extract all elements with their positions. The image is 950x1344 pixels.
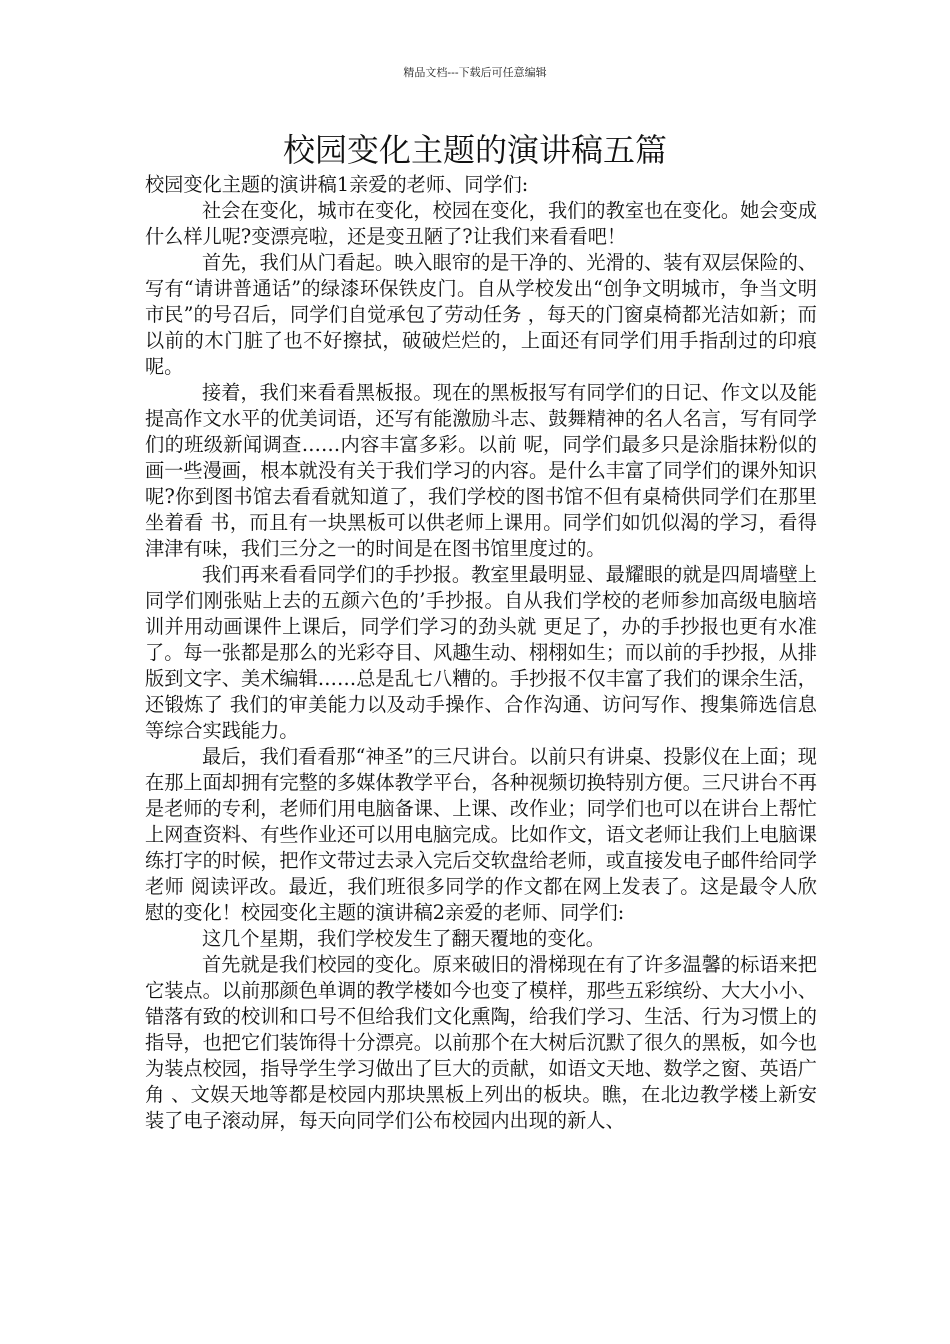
document-title: 校园变化主题的演讲稿五篇: [282, 131, 667, 169]
paragraph: 最后，我们看看那“神圣”的三尺讲台。以前只有讲桌、投影仪在上面；现在那上面却拥有完整的多媒体教学平台，各种视频切换特别方便。三尺讲台不再是老师的专利，老师们用电脑备课、上课、改作业；同学们也可以在讲台上帮忙上网查资料、有些作业还可以用电脑完成。比如作文，语文老师让我们上电脑课练打字的时候，把作文带过去录入完后交软盘给老师，或直接发电子邮件给同学老师 阅读评改。最近，我们班很多同学的作文都在网上发表了。这是最令人欣慰的变化！校园变化主题的演讲稿2亲爱的老师、同学们:: [145, 745, 817, 924]
paragraph: 校园变化主题的演讲稿1亲爱的老师、同学们:: [145, 173, 529, 196]
page-header: 精品文档---下载后可任意编辑: [403, 66, 547, 79]
document-body: [145, 172, 817, 1134]
paragraph: 首先，我们从门看起。映入眼帘的是干净的、光滑的、装有双层保险的、写有“请讲普通话”的绿漆环保铁皮门。自从学校发出“创争文明城市，争当文明市民”的号召后，同学们自觉承包了劳动任务 ，每天的门窗桌椅都光洁如新；而以前的木门脏了也不好擦拭，破破烂烂的，上面还有同学们用手指刮过的印痕呢。: [145, 251, 817, 378]
paragraph: 这几个星期，我们学校发生了翻天覆地的变化。: [202, 927, 605, 950]
paragraph: 我们再来看看同学们的手抄报。教室里最明显、最耀眼的就是四周墙壁上同学们刚张贴上去的五颜六色的’手抄报。自从我们学校的老师参加高级电脑培训并用动画课件上课后，同学们学习的劲头就 更足了，办的手抄报也更有水准了。每一张都是那么的光彩夺目、风趣生动、栩栩如生；而以前的手抄报，从排版到文字、美术编辑……总是乱七八糟的。手抄报不仅丰富了我们的课余生活，还锻炼了 我们的审美能力以及动手操作、合作沟通、访问写作、搜集筛选信息等综合实践能力。: [145, 563, 817, 742]
paragraph: 首先就是我们校园的变化。原来破旧的滑梯现在有了许多温馨的标语来把它装点。以前那颜色单调的教学楼如今也变了模样，那些五彩缤纷、大大小小、错落有致的校训和口号不但给我们文化熏陶，给我们学习、生活、行为习惯上的指导，也把它们装饰得十分漂亮。以前那个在大树后沉默了很久的黑板，如今也为装点校园，指导学生学习做出了巨大的贡献，如语文天地、数学之窗、英语广角 、文娱天地等都是校园内那块黑板上列出的板块。瞧，在北边教学楼上新安装了电子滚动屏，每天向同学们公布校园内出现的新人、: [145, 953, 817, 1132]
paragraph: 社会在变化，城市在变化，校园在变化，我们的教室也在变化。她会变成什么样儿呢?变漂亮啦，还是变丑陋了?让我们来看看吧！: [145, 199, 817, 248]
paragraph: 接着，我们来看看黑板报。现在的黑板报写有同学们的日记、作文以及能提高作文水平的优美词语，还写有能激励斗志、鼓舞精神的名人名言，写有同学们的班级新闻调查……内容丰富多彩。以前 呢，同学们最多只是涂脂抹粉似的画一些漫画，根本就没有关于我们学习的内容。是什么丰富了同学们的课外知识呢?你到图书馆去看看就知道了，我们学校的图书馆不但有桌椅供同学们在那里坐着看 书，而且有一块黑板可以供老师上课用。同学们如饥似渴的学习，看得津津有味，我们三分之一的时间是在图书馆里度过的。: [145, 381, 817, 560]
